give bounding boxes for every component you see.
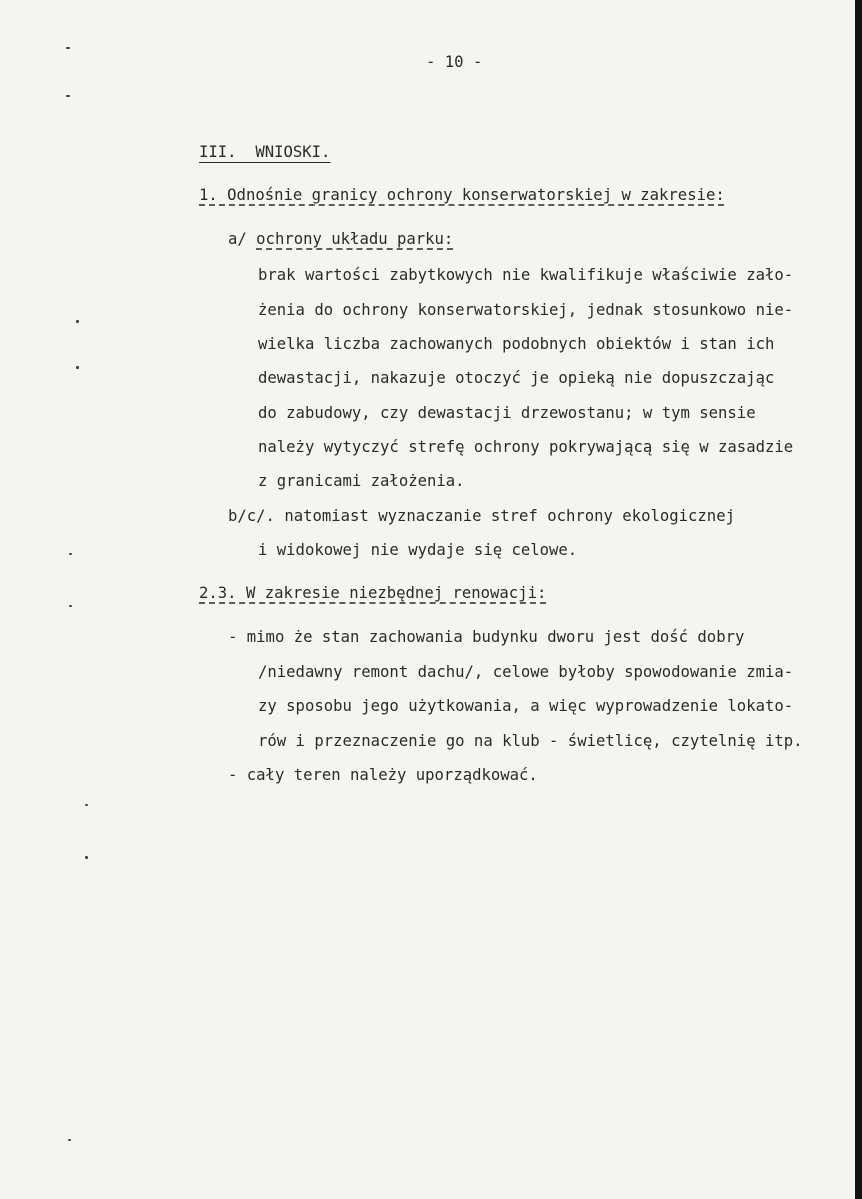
margin-mark <box>66 95 70 97</box>
item-a-text-line: brak wartości zabytkowych nie kwalifikuje właściwie zało- <box>258 266 794 284</box>
item-a-text-line: należy wytyczyć strefę ochrony pokrywającą się w zasadzie <box>258 438 794 456</box>
item-a-text-line: z granicami założenia. <box>258 472 465 490</box>
item-a-text-line: do zabudowy, czy dewastacji drzewostanu; w tym sensie <box>258 404 756 422</box>
page-number: - 10 - <box>426 53 483 71</box>
margin-mark <box>68 1139 71 1141</box>
item-a-text-line: dewastacji, nakazuje otoczyć je opieką nie dopuszczając <box>258 369 775 387</box>
item-a-text-line: wielka liczba zachowanych podobnych obiektów i stan ich <box>258 335 775 353</box>
point-1-heading: 1. Odnośnie granicy ochrony konserwatorskiej w zakresie: <box>199 186 725 204</box>
point-2-3-heading: 2.3. W zakresie niezbędnej renowacji: <box>199 584 547 602</box>
margin-mark <box>85 856 88 859</box>
point-2-3-text-line: zy sposobu jego użytkowania, a więc wyprowadzenie lokato- <box>258 697 794 715</box>
margin-mark <box>69 605 72 607</box>
point-2-3-text-line: - cały teren należy uporządkować. <box>228 766 538 784</box>
item-bc-text-line: b/c/. natomiast wyznaczanie stref ochrony ekologicznej <box>228 507 735 525</box>
item-a-row <box>228 229 453 249</box>
margin-mark <box>76 320 79 323</box>
item-a-heading: ochrony układu parku: <box>256 230 454 248</box>
point-2-3-text-line: /niedawny remont dachu/, celowe byłoby spowodowanie zmia- <box>258 663 794 681</box>
section-heading: III. WNIOSKI. <box>199 143 331 161</box>
item-a-label: a/ <box>228 230 257 248</box>
point-2-3-text-line: rów i przeznaczenie go na klub - świetlicę, czytelnię itp. <box>258 732 803 750</box>
margin-mark <box>85 804 88 806</box>
item-bc-text-line: i widokowej nie wydaje się celowe. <box>258 541 578 559</box>
margin-mark <box>66 47 70 49</box>
margin-mark <box>76 366 79 369</box>
margin-mark <box>69 553 72 555</box>
item-a-text-line: żenia do ochrony konserwatorskiej, jednak stosunkowo nie- <box>258 301 794 319</box>
point-2-3-text-line: - mimo że stan zachowania budynku dworu jest dość dobry <box>228 628 745 646</box>
